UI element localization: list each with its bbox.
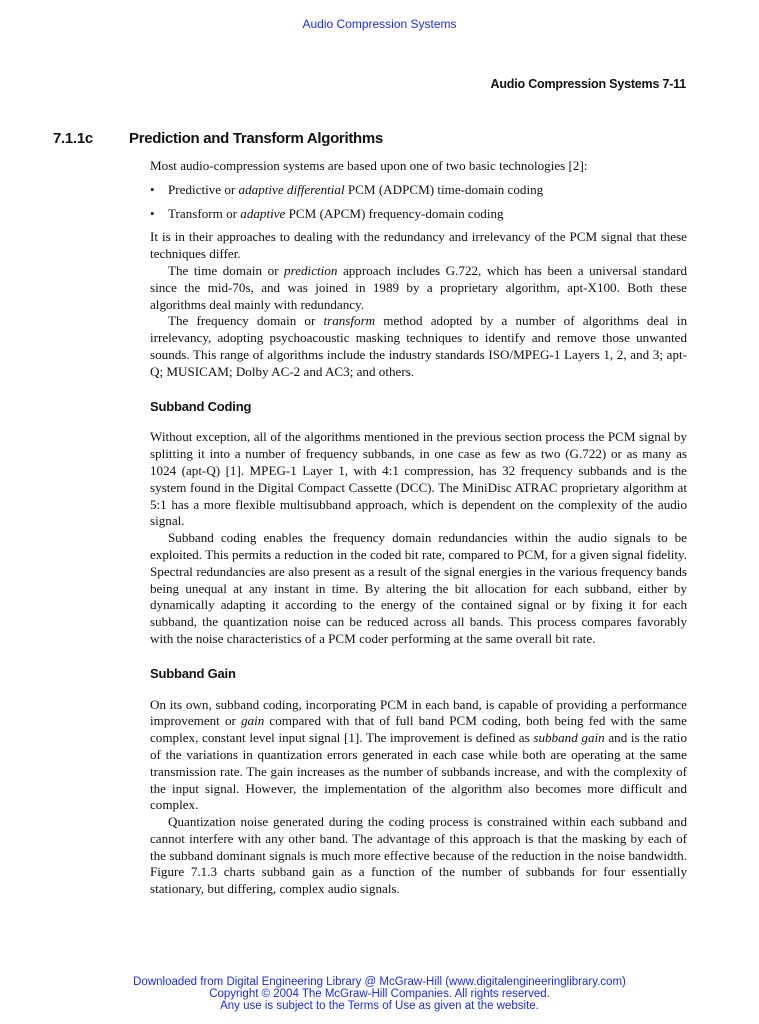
list-item-emphasis: adaptive differential bbox=[238, 181, 345, 197]
list-item-text: PCM (ADPCM) time-domain coding bbox=[344, 181, 544, 197]
list-item bbox=[150, 182, 687, 199]
subband-coding-heading: Subband Coding bbox=[150, 398, 252, 414]
list-item-text: PCM (APCM) frequency-domain coding bbox=[285, 205, 504, 221]
paragraph: Subband coding enables the frequency domain redundancies within the audio signals to be exploited. This permits a reduction in the coded bit rate, compared to PCM, for a given signal fidelity. Spectral redundancies are also present as a result of the signal energies in the various frequency bands being unequal at any instant in time. By altering the bit allocation for each subband, either by dynamically adapting it according to the energy of the contained signal or by fixing it for each subband, the quantization noise can be reduced across all bands. This process compares favorably with the noise characteristics of a PCM coder performing at the same overall bit rate. bbox=[150, 530, 687, 646]
list-item-text: Predictive or bbox=[168, 181, 239, 197]
running-head: Audio Compression Systems 7-11 bbox=[490, 77, 686, 91]
list-item-emphasis: adaptive bbox=[240, 205, 286, 221]
paragraph: Without exception, all of the algorithms mentioned in the previous section process the PCM signal by splitting it into a number of frequency subbands, in one case as few as two (G.722) or as many as 1024 (apt-Q) [1]. MPEG-1 Layer 1, with 4:1 compression, has 32 frequency subbands and is the system found in the Digital Compact Cassette (DCC). The MiniDisc ATRAC proprietary algorithm at 5:1 has a more flexible multisubband approach, which is dependent on the complexity of the audio signal. bbox=[150, 429, 687, 529]
list-item bbox=[150, 206, 687, 223]
technology-list bbox=[150, 182, 687, 223]
footer bbox=[0, 976, 759, 1012]
body-text bbox=[150, 158, 687, 898]
footer-download-link[interactable]: Downloaded from Digital Engineering Library @ McGraw-Hill (www.digitalengineeringlibrary.com) bbox=[133, 976, 626, 988]
section-heading bbox=[53, 130, 383, 147]
footer-terms-link[interactable]: Any use is subject to the Terms of Use as given at the website. bbox=[220, 1000, 539, 1012]
paragraph: It is in their approaches to dealing with the redundancy and irrelevancy of the PCM signal that these techniques differ. bbox=[150, 229, 687, 262]
footer-copyright[interactable]: Copyright © 2004 The McGraw-Hill Companies. All rights reserved. bbox=[209, 988, 550, 1000]
section-title: Prediction and Transform Algorithms bbox=[129, 130, 383, 147]
paragraph: On its own, subband coding, incorporating PCM in each band, is capable of providing a performance improvement or gain compared with that of full band PCM coding, both being fed with the same complex, constant level input signal [1]. The improvement is defined as subband gain and is the ratio of the variations in quantization errors generated in each case while both are operating at the same transmission rate. The gain increases as the number of subbands increase, and with the complexity of the input signal. However, the implementation of the algorithm also becomes more difficult and complex. bbox=[150, 696, 687, 813]
paragraph: Quantization noise generated during the coding process is constrained within each subband and cannot interfere with any other band. The advantage of this approach is that the masking by each of the subband dominant signals is much more effective because of the reduction in the noise bandwidth. Figure 7.1.3 charts subband gain as a function of the number of subbands for four essentially stationary, but differing, complex audio signals. bbox=[150, 814, 687, 897]
intro-paragraph: Most audio-compression systems are based upon one of two basic technologies [2]: bbox=[150, 158, 588, 173]
section-number: 7.1.1c bbox=[53, 130, 93, 147]
list-item-text: Transform or bbox=[168, 205, 241, 221]
top-title-link[interactable]: Audio Compression Systems bbox=[302, 17, 457, 31]
paragraph: The time domain or prediction approach includes G.722, which has been a universal standard since the mid-70s, and was joined in 1989 by a proprietary algorithm, apt-X100. Both these algorithms deal mainly with redundancy. bbox=[150, 262, 688, 312]
subband-gain-heading: Subband Gain bbox=[150, 665, 236, 681]
paragraph: The frequency domain or transform method adopted by a number of algorithms deal in irrelevancy, adopting psychoacoustic masking techniques to identify and remove those unwanted sounds. This range of algorithms include the industry standards ISO/MPEG-1 Layers 1, 2, and 3; apt-Q; MUSICAM; Dolby AC-2 and AC3; and others. bbox=[150, 313, 687, 379]
